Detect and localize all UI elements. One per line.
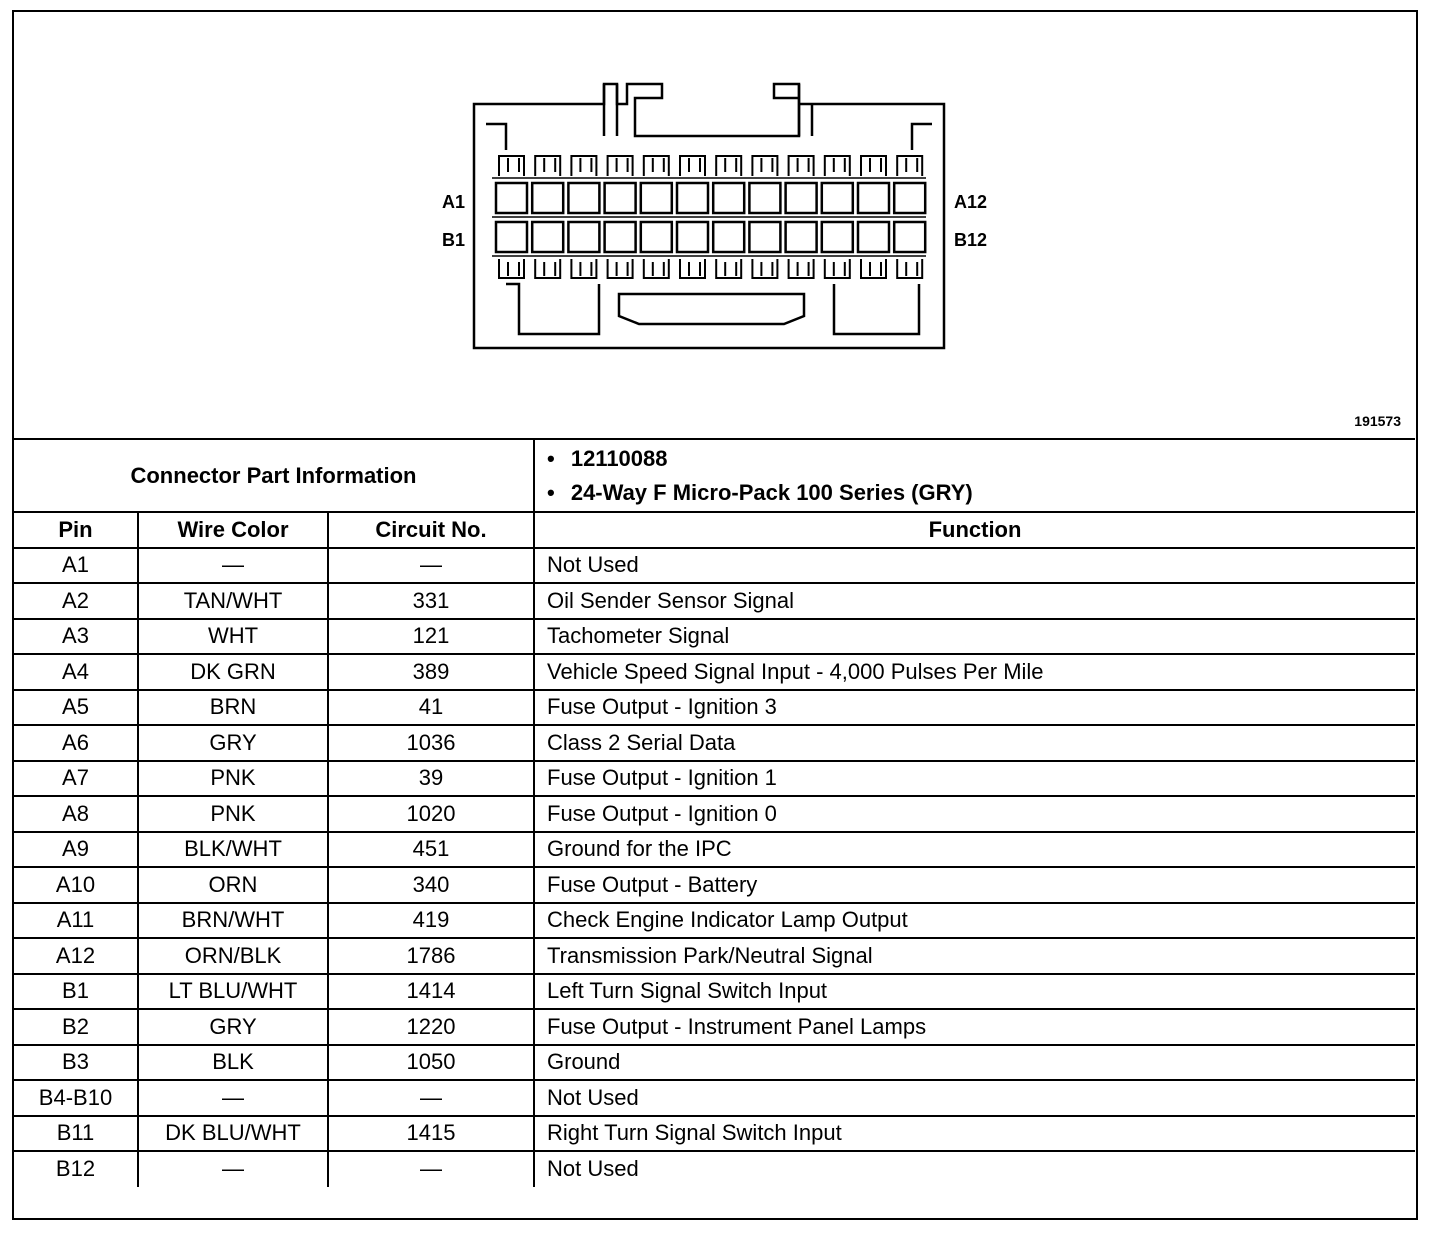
part-number: 12110088 bbox=[570, 445, 668, 471]
cell-wire-color: BRN bbox=[138, 690, 328, 726]
cell-circuit: 419 bbox=[328, 903, 534, 939]
cell-pin: B11 bbox=[14, 1116, 138, 1152]
table-row bbox=[14, 1151, 1415, 1187]
cell-circuit: 1415 bbox=[328, 1116, 534, 1152]
cell-function: Class 2 Serial Data bbox=[534, 725, 1415, 761]
header-function: Function bbox=[534, 512, 1415, 548]
connector-bottom-key bbox=[506, 284, 919, 334]
cell-pin: B4-B10 bbox=[14, 1080, 138, 1116]
pin-label-a1: A1 bbox=[442, 192, 466, 212]
cell-wire-color: TAN/WHT bbox=[138, 583, 328, 619]
cell-wire-color: DK BLU/WHT bbox=[138, 1116, 328, 1152]
cell-circuit: 451 bbox=[328, 832, 534, 868]
cell-wire-color: — bbox=[138, 1151, 328, 1187]
cell-wire-color: — bbox=[138, 1080, 328, 1116]
cavity-a bbox=[713, 183, 744, 213]
cell-function: Not Used bbox=[534, 1080, 1415, 1116]
cell-circuit: — bbox=[328, 1080, 534, 1116]
table-row bbox=[14, 796, 1415, 832]
terminal-latch-b bbox=[608, 259, 633, 278]
table-header-row bbox=[14, 512, 1415, 548]
terminal-latch-b bbox=[499, 259, 524, 278]
cell-circuit: 331 bbox=[328, 583, 534, 619]
cell-circuit: 1050 bbox=[328, 1045, 534, 1081]
cell-wire-color: ORN/BLK bbox=[138, 938, 328, 974]
cell-circuit: 1020 bbox=[328, 796, 534, 832]
terminal-latch-b bbox=[752, 259, 777, 278]
cavity-a bbox=[858, 183, 889, 213]
cavity-a bbox=[532, 183, 563, 213]
table-row bbox=[14, 619, 1415, 655]
cell-pin: A2 bbox=[14, 583, 138, 619]
cell-wire-color: WHT bbox=[138, 619, 328, 655]
cell-pin: A3 bbox=[14, 619, 138, 655]
pin-label-a12: A12 bbox=[954, 192, 988, 212]
cavity-b bbox=[532, 222, 563, 252]
terminal-latch-a bbox=[644, 156, 669, 176]
table-row bbox=[14, 761, 1415, 797]
cell-pin: A11 bbox=[14, 903, 138, 939]
cell-circuit: 1036 bbox=[328, 725, 534, 761]
terminal-latch-b bbox=[789, 259, 814, 278]
pin-label-b1: B1 bbox=[442, 230, 466, 250]
cavity-a bbox=[749, 183, 780, 213]
cavity-b bbox=[749, 222, 780, 252]
terminal-latch-a bbox=[680, 156, 705, 176]
connector-center-slot bbox=[619, 294, 804, 324]
terminal-latch-a bbox=[499, 156, 524, 176]
cell-function: Not Used bbox=[534, 548, 1415, 584]
cell-wire-color: GRY bbox=[138, 1009, 328, 1045]
terminal-latch-b bbox=[680, 259, 705, 278]
cell-circuit: — bbox=[328, 548, 534, 584]
terminal-latch-b bbox=[716, 259, 741, 278]
connector-info-details bbox=[534, 440, 1415, 512]
cell-pin: A7 bbox=[14, 761, 138, 797]
cell-function: Vehicle Speed Signal Input - 4,000 Pulses Per Mile bbox=[534, 654, 1415, 690]
table-row bbox=[14, 583, 1415, 619]
cell-circuit: 1786 bbox=[328, 938, 534, 974]
cavity-b bbox=[677, 222, 708, 252]
cell-function: Right Turn Signal Switch Input bbox=[534, 1116, 1415, 1152]
cell-pin: A8 bbox=[14, 796, 138, 832]
terminal-latch-b bbox=[825, 259, 850, 278]
cell-circuit: 41 bbox=[328, 690, 534, 726]
cell-circuit: 1220 bbox=[328, 1009, 534, 1045]
cell-pin: B1 bbox=[14, 974, 138, 1010]
connector-info-row bbox=[14, 440, 1415, 512]
cell-function: Check Engine Indicator Lamp Output bbox=[534, 903, 1415, 939]
bullet-icon: • bbox=[547, 479, 555, 505]
table-row bbox=[14, 1116, 1415, 1152]
cell-circuit: 39 bbox=[328, 761, 534, 797]
cell-circuit: 1414 bbox=[328, 974, 534, 1010]
cavity-a bbox=[568, 183, 599, 213]
cavity-a bbox=[786, 183, 817, 213]
cell-pin: A4 bbox=[14, 654, 138, 690]
header-circuit: Circuit No. bbox=[328, 512, 534, 548]
cell-function: Transmission Park/Neutral Signal bbox=[534, 938, 1415, 974]
cavity-a bbox=[677, 183, 708, 213]
terminal-latch-b bbox=[535, 259, 560, 278]
cell-wire-color: DK GRN bbox=[138, 654, 328, 690]
description-line bbox=[547, 476, 1403, 510]
cell-wire-color: — bbox=[138, 548, 328, 584]
terminal-latch-a bbox=[535, 156, 560, 176]
cell-function: Left Turn Signal Switch Input bbox=[534, 974, 1415, 1010]
cell-pin: B12 bbox=[14, 1151, 138, 1187]
connector-info-label: Connector Part Information bbox=[14, 440, 534, 512]
cell-function: Oil Sender Sensor Signal bbox=[534, 583, 1415, 619]
figure-id: 191573 bbox=[1354, 413, 1401, 429]
cavity-a bbox=[894, 183, 925, 213]
table-row bbox=[14, 548, 1415, 584]
table-row bbox=[14, 832, 1415, 868]
cavity-b bbox=[822, 222, 853, 252]
header-pin: Pin bbox=[14, 512, 138, 548]
pin-label-b12: B12 bbox=[954, 230, 988, 250]
table-row bbox=[14, 867, 1415, 903]
cell-pin: A10 bbox=[14, 867, 138, 903]
connector-body-outline bbox=[474, 84, 944, 348]
cell-pin: A6 bbox=[14, 725, 138, 761]
cell-wire-color: LT BLU/WHT bbox=[138, 974, 328, 1010]
cell-function: Not Used bbox=[534, 1151, 1415, 1187]
cell-wire-color: BRN/WHT bbox=[138, 903, 328, 939]
cavity-b bbox=[713, 222, 744, 252]
table-row bbox=[14, 1045, 1415, 1081]
connector-description: 24-Way F Micro-Pack 100 Series (GRY) bbox=[570, 479, 973, 505]
cell-wire-color: PNK bbox=[138, 761, 328, 797]
terminal-latch-b bbox=[897, 259, 922, 278]
cell-pin: A12 bbox=[14, 938, 138, 974]
cell-function: Ground bbox=[534, 1045, 1415, 1081]
table-row bbox=[14, 938, 1415, 974]
cell-circuit: — bbox=[328, 1151, 534, 1187]
cell-pin: B3 bbox=[14, 1045, 138, 1081]
cell-wire-color: BLK bbox=[138, 1045, 328, 1081]
cell-circuit: 121 bbox=[328, 619, 534, 655]
cell-function: Fuse Output - Battery bbox=[534, 867, 1415, 903]
cell-wire-color: ORN bbox=[138, 867, 328, 903]
cavity-a bbox=[822, 183, 853, 213]
bullet-icon: • bbox=[547, 445, 555, 471]
table-row bbox=[14, 690, 1415, 726]
cell-pin: A9 bbox=[14, 832, 138, 868]
cavity-a bbox=[605, 183, 636, 213]
table-row bbox=[14, 654, 1415, 690]
cell-function: Fuse Output - Ignition 1 bbox=[534, 761, 1415, 797]
table-row bbox=[14, 974, 1415, 1010]
cavity-b bbox=[605, 222, 636, 252]
table-row bbox=[14, 725, 1415, 761]
cell-pin: A5 bbox=[14, 690, 138, 726]
connector-face-icon bbox=[14, 12, 1415, 438]
cell-function: Ground for the IPC bbox=[534, 832, 1415, 868]
connector-pinout-table bbox=[14, 440, 1415, 1187]
terminal-latch-a bbox=[608, 156, 633, 176]
cavity-b bbox=[641, 222, 672, 252]
terminal-latch-a bbox=[789, 156, 814, 176]
connector-sheet bbox=[12, 10, 1418, 1220]
terminal-latch-a bbox=[897, 156, 922, 176]
terminal-latch-a bbox=[571, 156, 596, 176]
cavity-a bbox=[496, 183, 527, 213]
terminal-latch-b bbox=[571, 259, 596, 278]
cavity-b bbox=[858, 222, 889, 252]
cell-function: Tachometer Signal bbox=[534, 619, 1415, 655]
terminal-latch-b bbox=[861, 259, 886, 278]
terminal-latch-a bbox=[752, 156, 777, 176]
cell-function: Fuse Output - Instrument Panel Lamps bbox=[534, 1009, 1415, 1045]
terminal-latch-a bbox=[825, 156, 850, 176]
terminal-latch-b bbox=[644, 259, 669, 278]
cell-function: Fuse Output - Ignition 3 bbox=[534, 690, 1415, 726]
table-row bbox=[14, 1080, 1415, 1116]
header-wire-color: Wire Color bbox=[138, 512, 328, 548]
cell-wire-color: PNK bbox=[138, 796, 328, 832]
part-number-line bbox=[547, 442, 1403, 476]
table-row bbox=[14, 903, 1415, 939]
cavity-b bbox=[786, 222, 817, 252]
cell-wire-color: GRY bbox=[138, 725, 328, 761]
cell-pin: B2 bbox=[14, 1009, 138, 1045]
cell-wire-color: BLK/WHT bbox=[138, 832, 328, 868]
cell-circuit: 389 bbox=[328, 654, 534, 690]
cavity-a bbox=[641, 183, 672, 213]
cavity-b bbox=[894, 222, 925, 252]
cavity-b bbox=[496, 222, 527, 252]
terminal-latch-a bbox=[861, 156, 886, 176]
cell-function: Fuse Output - Ignition 0 bbox=[534, 796, 1415, 832]
cavity-b bbox=[568, 222, 599, 252]
cell-pin: A1 bbox=[14, 548, 138, 584]
table-row bbox=[14, 1009, 1415, 1045]
terminal-latch-a bbox=[716, 156, 741, 176]
cell-circuit: 340 bbox=[328, 867, 534, 903]
connector-diagram bbox=[14, 12, 1415, 440]
